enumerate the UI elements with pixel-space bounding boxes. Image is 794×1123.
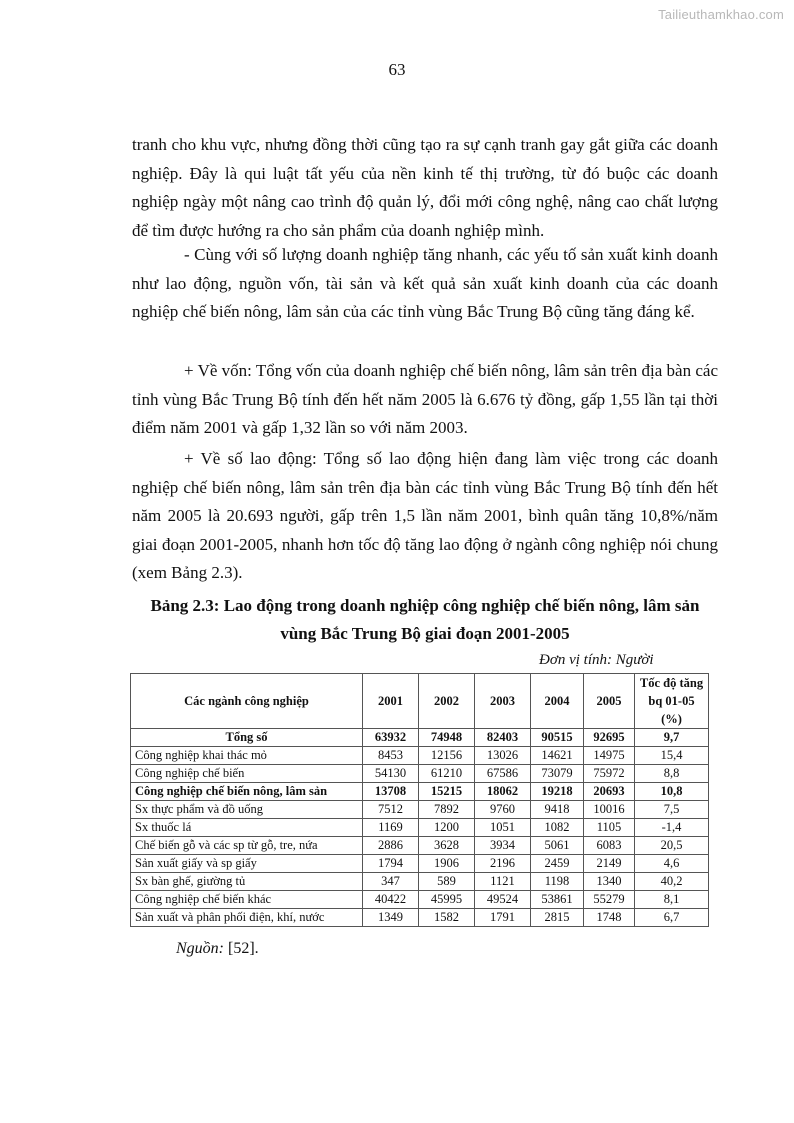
row-value: 13708: [363, 783, 419, 801]
row-value: 67586: [475, 765, 531, 783]
row-industry-name: Công nghiệp chế biến khác: [131, 891, 363, 909]
row-value: 73079: [531, 765, 584, 783]
table-row: [131, 729, 709, 747]
row-value: 12156: [419, 747, 475, 765]
row-value: 75972: [584, 765, 635, 783]
paragraph-text: tranh cho khu vực, nhưng đồng thời cũng tạo ra sự cạnh tranh gay gắt giữa các doanh nghiệp. Đây là qui luật tất yếu của nền kinh tế thị trường, từ đó buộc các doanh nghiệp ngày một nâng cao trình độ quản lý, đổi mới công nghệ, nâng cao chất lượng để tìm được hướng ra cho sản phẩm của doanh nghiệp mình.: [132, 135, 718, 240]
row-value: 1051: [475, 819, 531, 837]
row-growth-rate: 8,1: [635, 891, 709, 909]
header-2001: 2001: [363, 674, 419, 729]
row-value: 5061: [531, 837, 584, 855]
table-row: [131, 855, 709, 873]
row-value: 9418: [531, 801, 584, 819]
row-growth-rate: 20,5: [635, 837, 709, 855]
table-row: [131, 765, 709, 783]
header-2004: 2004: [531, 674, 584, 729]
row-value: 7512: [363, 801, 419, 819]
paragraph-1: [132, 131, 718, 245]
row-value: 1582: [419, 909, 475, 927]
paragraph-4: [132, 445, 718, 588]
row-value: 63932: [363, 729, 419, 747]
row-value: 92695: [584, 729, 635, 747]
row-value: 15215: [419, 783, 475, 801]
row-value: 2149: [584, 855, 635, 873]
row-value: 2815: [531, 909, 584, 927]
header-growth: Tốc độ tăng bq 01-05 (%): [635, 674, 709, 729]
row-value: 1121: [475, 873, 531, 891]
row-industry-name: Chế biến gỗ và các sp từ gỗ, tre, nứa: [131, 837, 363, 855]
row-value: 45995: [419, 891, 475, 909]
row-value: 1794: [363, 855, 419, 873]
row-value: 1791: [475, 909, 531, 927]
row-value: 3628: [419, 837, 475, 855]
row-growth-rate: 40,2: [635, 873, 709, 891]
row-value: 1906: [419, 855, 475, 873]
caption-line-2: vùng Bắc Trung Bộ giai đoạn 2001-2005: [280, 624, 570, 643]
row-value: 1200: [419, 819, 475, 837]
row-value: 53861: [531, 891, 584, 909]
header-industry: Các ngành công nghiệp: [131, 674, 363, 729]
row-value: 90515: [531, 729, 584, 747]
row-growth-rate: 10,8: [635, 783, 709, 801]
row-growth-rate: 8,8: [635, 765, 709, 783]
row-growth-rate: 15,4: [635, 747, 709, 765]
watermark: Tailieuthamkhao.com: [658, 7, 784, 22]
table-row: [131, 747, 709, 765]
paragraph-3: [132, 357, 718, 443]
row-value: 19218: [531, 783, 584, 801]
paragraph-text: + Về vốn: Tổng vốn của doanh nghiệp chế biến nông, lâm sản trên địa bàn các tỉnh vùng Bắc Trung Bộ tính đến hết năm 2005 là 6.676 tỷ đồng, gấp 1,55 lần tại thời điểm năm 2001 và gấp 1,32 lần so với năm 2003.: [132, 361, 718, 437]
row-value: 347: [363, 873, 419, 891]
table-row: [131, 909, 709, 927]
row-industry-name: Công nghiệp chế biến: [131, 765, 363, 783]
header-2002: 2002: [419, 674, 475, 729]
unit-label: Đơn vị tính: Người: [539, 652, 654, 668]
row-value: 7892: [419, 801, 475, 819]
table-row: [131, 837, 709, 855]
row-industry-name: Công nghiệp khai thác mỏ: [131, 747, 363, 765]
table-row: [131, 873, 709, 891]
row-value: 1340: [584, 873, 635, 891]
row-industry-name: Sx thuốc lá: [131, 819, 363, 837]
row-value: 61210: [419, 765, 475, 783]
header-2005: 2005: [584, 674, 635, 729]
row-value: 54130: [363, 765, 419, 783]
source-ref: [52].: [224, 940, 259, 957]
row-industry-name: Sản xuất giấy và sp giấy: [131, 855, 363, 873]
page-number: 63: [388, 60, 406, 79]
row-industry-name: Sx bàn ghế, giường tủ: [131, 873, 363, 891]
caption-line-1: Bảng 2.3: Lao động trong doanh nghiệp công nghiệp chế biến nông, lâm sản: [150, 596, 700, 615]
row-value: 1169: [363, 819, 419, 837]
row-value: 13026: [475, 747, 531, 765]
row-value: 49524: [475, 891, 531, 909]
header-2003: 2003: [475, 674, 531, 729]
source-note: [176, 940, 259, 958]
table-row: [131, 891, 709, 909]
row-industry-name: Công nghiệp chế biến nông, lâm sản: [131, 783, 363, 801]
row-value: 10016: [584, 801, 635, 819]
row-value: 6083: [584, 837, 635, 855]
row-value: 2459: [531, 855, 584, 873]
row-value: 1105: [584, 819, 635, 837]
row-value: 9760: [475, 801, 531, 819]
row-value: 20693: [584, 783, 635, 801]
table-caption: [130, 592, 720, 648]
row-value: 18062: [475, 783, 531, 801]
table-row: [131, 801, 709, 819]
row-growth-rate: 6,7: [635, 909, 709, 927]
row-value: 2196: [475, 855, 531, 873]
table-header-row: [131, 674, 709, 729]
row-value: 82403: [475, 729, 531, 747]
row-value: 55279: [584, 891, 635, 909]
paragraph-text: + Về số lao động: Tổng số lao động hiện đang làm việc trong các doanh nghiệp chế biến nông, lâm sản trên địa bàn các tỉnh vùng Bắc Trung Bộ tính đến hết năm 2005 là 20.693 người, gấp trên 1,5 lần năm 2001, bình quân tăng 10,8%/năm giai đoạn 2001-2005, nhanh hơn tốc độ tăng lao động ở ngành công nghiệp nói chung (xem Bảng 2.3).: [132, 449, 718, 582]
source-label: Nguồn:: [176, 940, 224, 957]
paragraph-2: [132, 241, 718, 327]
row-growth-rate: -1,4: [635, 819, 709, 837]
table-body: [131, 729, 709, 927]
table-row: [131, 783, 709, 801]
row-value: 74948: [419, 729, 475, 747]
row-value: 8453: [363, 747, 419, 765]
labor-table: [130, 673, 709, 927]
row-growth-rate: 7,5: [635, 801, 709, 819]
row-value: 1748: [584, 909, 635, 927]
row-industry-name: Sản xuất và phân phối điện, khí, nước: [131, 909, 363, 927]
row-industry-name: Tổng số: [131, 729, 363, 747]
row-value: 2886: [363, 837, 419, 855]
table-row: [131, 819, 709, 837]
row-growth-rate: 9,7: [635, 729, 709, 747]
row-growth-rate: 4,6: [635, 855, 709, 873]
row-value: 14975: [584, 747, 635, 765]
row-value: 1349: [363, 909, 419, 927]
row-value: 1198: [531, 873, 584, 891]
row-value: 40422: [363, 891, 419, 909]
row-industry-name: Sx thực phẩm và đồ uống: [131, 801, 363, 819]
paragraph-text: - Cùng với số lượng doanh nghiệp tăng nhanh, các yếu tố sản xuất kinh doanh như lao động, nguồn vốn, tài sản và kết quả sản xuất kinh doanh của các doanh nghiệp chế biến nông, lâm sản của các tỉnh vùng Bắc Trung Bộ cũng tăng đáng kể.: [132, 245, 718, 321]
row-value: 589: [419, 873, 475, 891]
row-value: 14621: [531, 747, 584, 765]
row-value: 1082: [531, 819, 584, 837]
row-value: 3934: [475, 837, 531, 855]
